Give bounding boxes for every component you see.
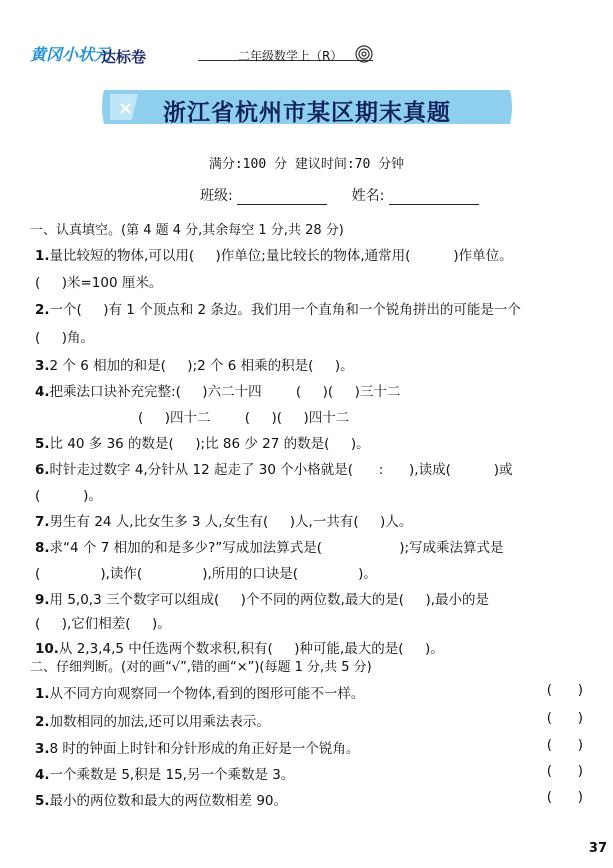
question-text: ( ),它们相差( )。 (35, 616, 171, 632)
question-line (35, 271, 162, 291)
judgment-number: 2. (35, 714, 50, 730)
name-field[interactable] (389, 190, 479, 205)
section2-heading: 二、仔细判断。(对的画“√”,错的画“×”)(每题 1 分,共 5 分) (30, 660, 372, 675)
question-text: ( )。 (35, 488, 102, 504)
svg-text:×: × (118, 98, 134, 119)
judgment-number: 1. (35, 686, 50, 702)
judgment-text: 8 时的钟面上时针和分针形成的角正好是一个锐角。 (49, 741, 360, 757)
question-number: 8. (35, 540, 50, 556)
question-text: 量比较短的物体,可以用( )作单位;量比较长的物体,通常用( )作单位。 (49, 248, 513, 264)
brand-suffix: 达标卷 (101, 48, 147, 66)
question-text: ( )角。 (35, 330, 94, 346)
question-number: 4. (35, 384, 50, 400)
question-line (35, 588, 489, 608)
answer-parentheses[interactable]: ( ) (546, 763, 583, 779)
judgment-text: 一个乘数是 5,积是 15,另一个乘数是 3。 (49, 767, 295, 783)
question-number: 10. (35, 641, 59, 657)
question-text: 2 个 6 相加的和是( );2 个 6 相乘的积是( )。 (49, 358, 354, 374)
swirl-icon (350, 44, 378, 64)
question-line (35, 354, 354, 374)
name-fields (200, 185, 479, 205)
grade-label: 二年级数学上（R） (238, 49, 343, 63)
question-text: 用 5,0,3 三个数字可以组成( )个不同的两位数,最大的是( ),最小的是 (49, 592, 490, 608)
question-line (35, 432, 370, 452)
question-text: 把乘法口诀补充完整:( )六二十四 ( )( )三十二 (49, 384, 401, 400)
question-number: 5. (35, 436, 50, 452)
judgment-text: 最小的两位数和最大的两位数相差 90。 (49, 793, 288, 809)
question-text: ( ),读作( ),所用的口诀是( )。 (35, 566, 377, 582)
question-line (35, 380, 400, 400)
question-number: 1. (35, 248, 50, 264)
judgment-item (35, 763, 294, 783)
question-line (35, 458, 513, 478)
question-line (35, 562, 377, 582)
judgment-number: 4. (35, 767, 50, 783)
section1-heading: 一、认真填空。(第 4 题 4 分,其余每空 1 分,共 28 分) (30, 223, 344, 238)
question-line (35, 406, 349, 426)
page-title: 浙江省杭州市某区期末真题 (163, 100, 451, 126)
brand-logo: 黄冈小状元 (30, 45, 111, 64)
question-text: 从 2,3,4,5 中任选两个数求积,积有( )种可能,最大的是( )。 (58, 641, 444, 657)
question-number: 7. (35, 514, 50, 530)
question-text: ( )四十二 ( )( )四十二 (35, 410, 350, 426)
judgment-number: 5. (35, 793, 50, 809)
question-text: 男生有 24 人,比女生多 3 人,女生有( )人,一共有( )人。 (49, 514, 413, 530)
answer-parentheses[interactable]: ( ) (546, 789, 583, 805)
question-line (35, 637, 444, 657)
question-line (35, 510, 412, 530)
question-number: 9. (35, 592, 50, 608)
question-text: 求“4 个 7 相加的和是多少?”写成加法算式是( );写成乘法算式是 (49, 540, 504, 556)
judgment-number: 3. (35, 741, 50, 757)
judgment-item (35, 682, 364, 702)
judgment-item (35, 737, 359, 757)
question-number: 6. (35, 462, 50, 478)
judgment-text: 加数相同的加法,还可以用乘法表示。 (49, 714, 270, 730)
question-text: 时针走过数字 4,分针从 12 起走了 30 个小格就是( : ),读成( )或 (49, 462, 513, 478)
question-line (35, 326, 94, 346)
answer-parentheses[interactable]: ( ) (546, 737, 583, 753)
question-line (35, 244, 513, 264)
question-line (35, 298, 521, 318)
question-line (35, 612, 171, 632)
question-text: 一个( )有 1 个顶点和 2 条边。我们用一个直角和一个锐角拼出的可能是一个 (49, 302, 521, 318)
judgment-text: 从不同方向观察同一个物体,看到的图形可能不一样。 (49, 686, 365, 702)
question-number: 3. (35, 358, 50, 374)
exam-meta: 满分:100 分 建议时间:70 分钟 (208, 157, 405, 172)
judgment-item (35, 789, 287, 809)
question-line (35, 536, 504, 556)
answer-parentheses[interactable]: ( ) (546, 682, 583, 698)
class-label: 班级: (200, 188, 233, 204)
question-text: 比 40 多 36 的数是( );比 86 少 27 的数是( )。 (49, 436, 370, 452)
class-field[interactable] (237, 190, 327, 205)
judgment-item (35, 710, 270, 730)
question-text: ( )米=100 厘米。 (35, 275, 163, 291)
question-number: 2. (35, 302, 50, 318)
answer-parentheses[interactable]: ( ) (546, 710, 583, 726)
name-label: 姓名: (351, 188, 385, 204)
page-number: 37 (588, 841, 607, 856)
question-line (35, 484, 102, 504)
